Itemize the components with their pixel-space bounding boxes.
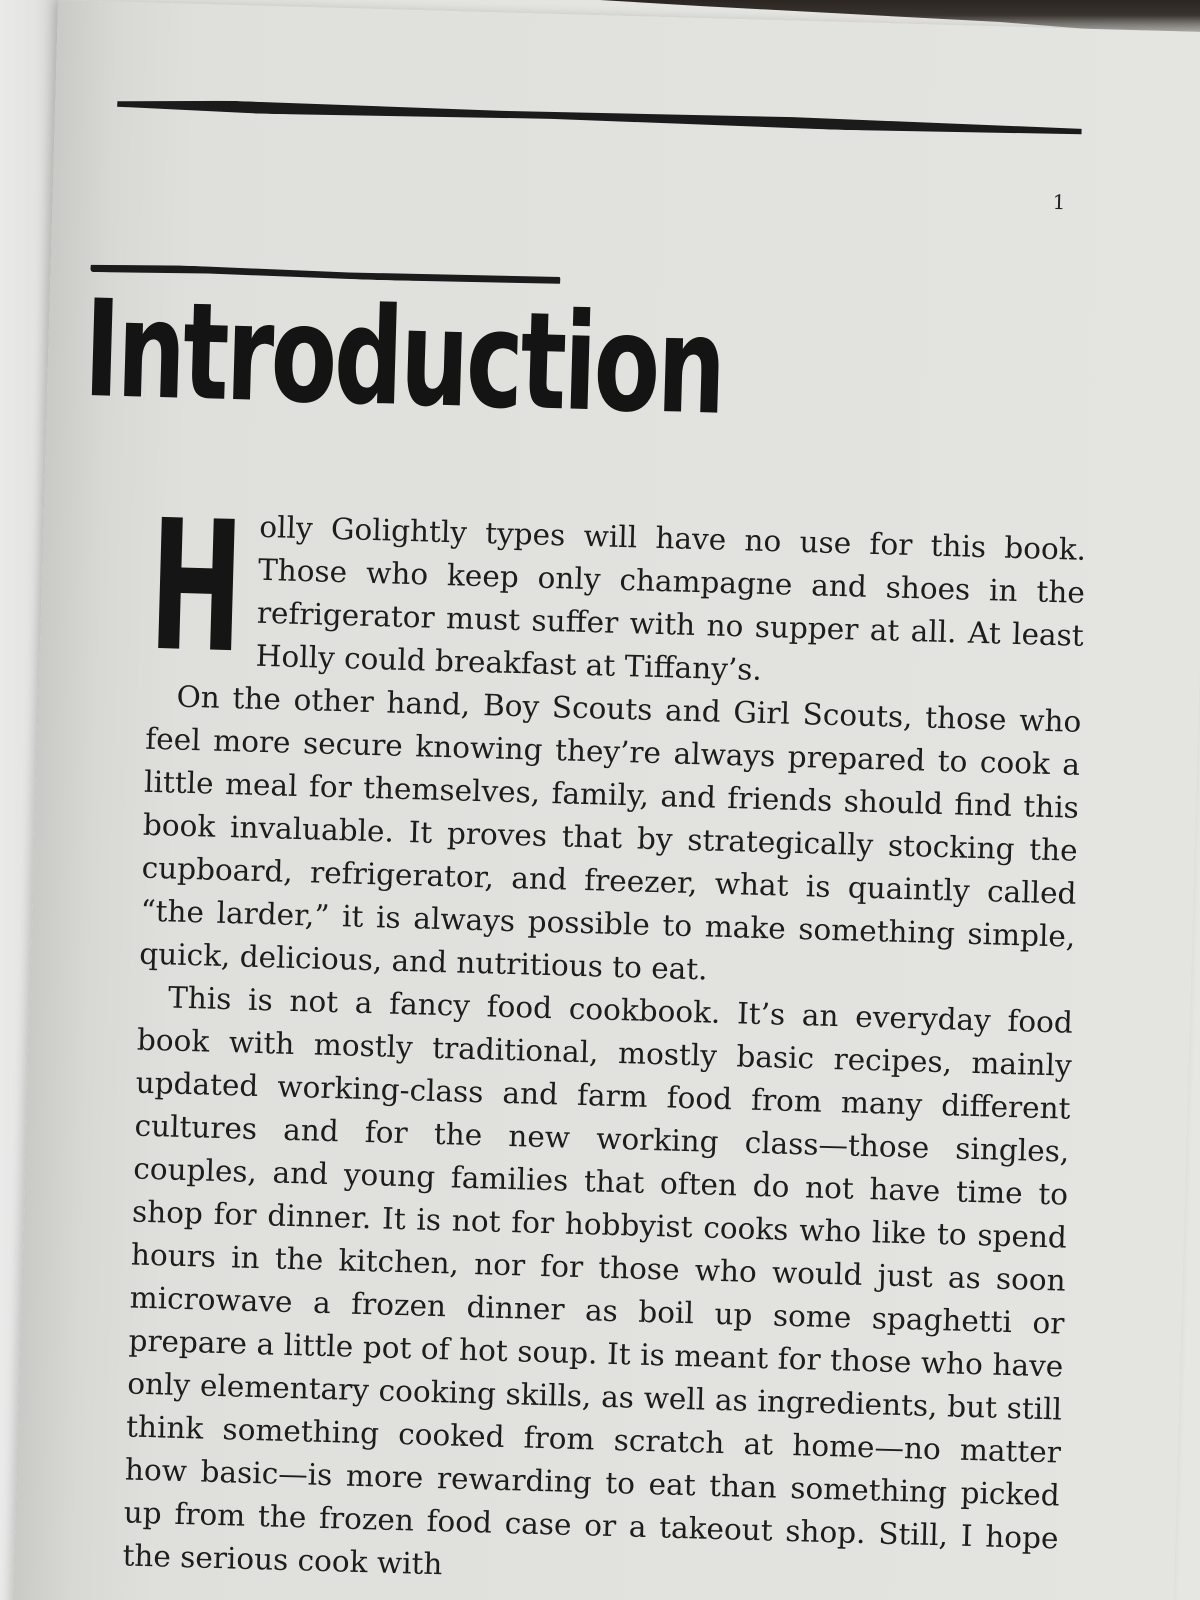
paragraph-3: This is not a fancy food cookbook. It’s an everyday food book with mostly traditional, mostly basic recipes, mainly updated working-class and farm food from many different cultures and for the new working class—those singles, couples, and young families that often do not have time to shop for dinner. It is not for hobbyist cooks who like to spend hours in the kitchen, nor for those who would just as soon microwave a frozen dinner as boil up some spaghetti or prepare a little pot of hot soup. It is meant for those who have only elementary cooking skills, as well as ingredients, but still think something cooked from scratch at home—no matter how basic—is more rewarding to eat than something picked up from the frozen food case or a takeout shop. Still, I hope the serious cook with [122,980,1074,1582]
paragraph-1 [146,481,1087,701]
chapter-title: Introduction [82,270,726,445]
page-number: 1 [1052,189,1066,215]
chapter-body [122,481,1087,1600]
drop-cap: H [146,481,246,694]
header-rule [117,98,1082,137]
paragraph-1-text: olly Golightly types will have no use for this book. Those who keep only champagne and shoes in the refrigerator must suffer with no supper at all. At least Holly could breakfast at Tiffany’s. [255,509,1087,687]
paragraph-2: On the other hand, Boy Scouts and Girl Scouts, those who feel more secure knowing they’re always prepared to cook a little meal for themselves, family, and friends should find this book invaluable. It proves that by strategically stocking the cupboard, refrigerator, and freezer, what is quaintly called “the larder,” it is always possible to make something simple, quick, delicious, and nutritious to eat. [138,679,1082,987]
book-page [12,0,1200,1600]
